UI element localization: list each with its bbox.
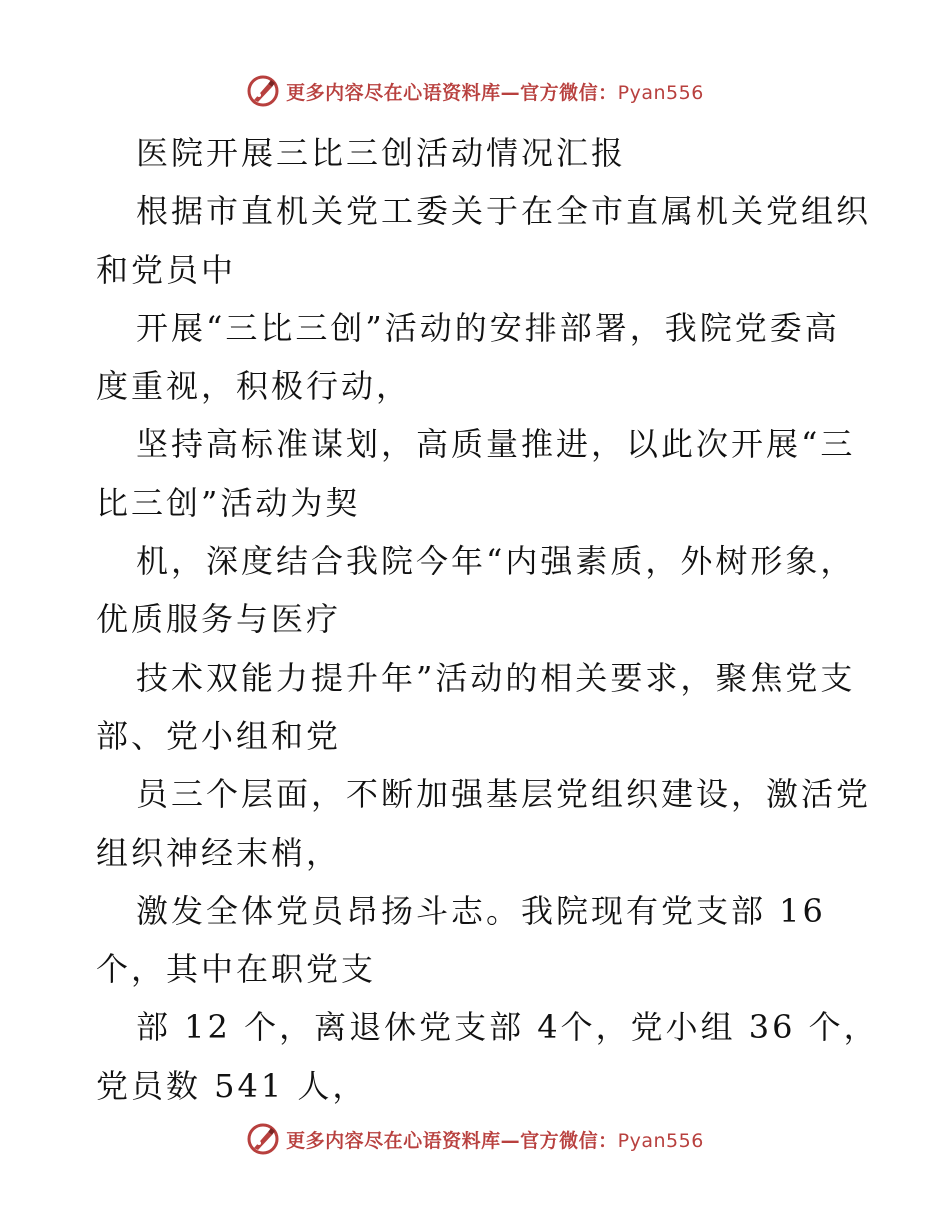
pen-logo-icon (246, 1122, 280, 1156)
paragraph-line: 党员数 541 人， (96, 1066, 368, 1105)
paragraph-line: 根据市直机关党工委关于在全市直属机关党组织 (136, 192, 872, 231)
watermark-label: 更多内容尽在心语资料库—官方微信： (286, 81, 618, 104)
paragraph-line: 比三创”活动为契 (96, 483, 361, 522)
watermark-text (286, 1126, 704, 1153)
paragraph-line: 机，深度结合我院今年“内强素质，外树形象， (136, 542, 856, 581)
document-body (96, 124, 879, 1115)
pen-logo-icon (246, 74, 280, 108)
paragraph-line: 和党员中 (96, 250, 237, 289)
footer-watermark (0, 1119, 950, 1159)
paragraph-line: 个，其中在职党支 (96, 950, 377, 989)
paragraph-line: 度重视，积极行动， (96, 367, 412, 406)
watermark-wechat-id: Pyan556 (617, 81, 704, 104)
paragraph-line: 优质服务与医疗 (96, 600, 342, 639)
document-title: 医院开展三比三创活动情况汇报 (136, 134, 627, 172)
paragraph-line: 部、党小组和党 (96, 716, 342, 755)
watermark-wechat-id: Pyan556 (617, 1129, 704, 1152)
paragraph-line: 激发全体党员昂扬斗志。我院现有党支部 16 (136, 891, 826, 930)
paragraph-line: 开展“三比三创”活动的安排部署，我院党委高 (136, 308, 840, 347)
paragraph-line: 组织神经末梢， (96, 833, 342, 872)
paragraph-line: 员三个层面，不断加强基层党组织建设，激活党 (136, 775, 872, 814)
watermark-label: 更多内容尽在心语资料库—官方微信： (286, 1129, 618, 1152)
paragraph-line: 部 12 个，离退休党支部 4个，党小组 36 个， (136, 1008, 879, 1047)
header-watermark (0, 71, 950, 111)
paragraph-line: 坚持高标准谋划，高质量推进，以此次开展“三 (136, 425, 856, 464)
paragraph-line: 技术双能力提升年”活动的相关要求，聚焦党支 (136, 658, 856, 697)
watermark-text (286, 78, 704, 105)
